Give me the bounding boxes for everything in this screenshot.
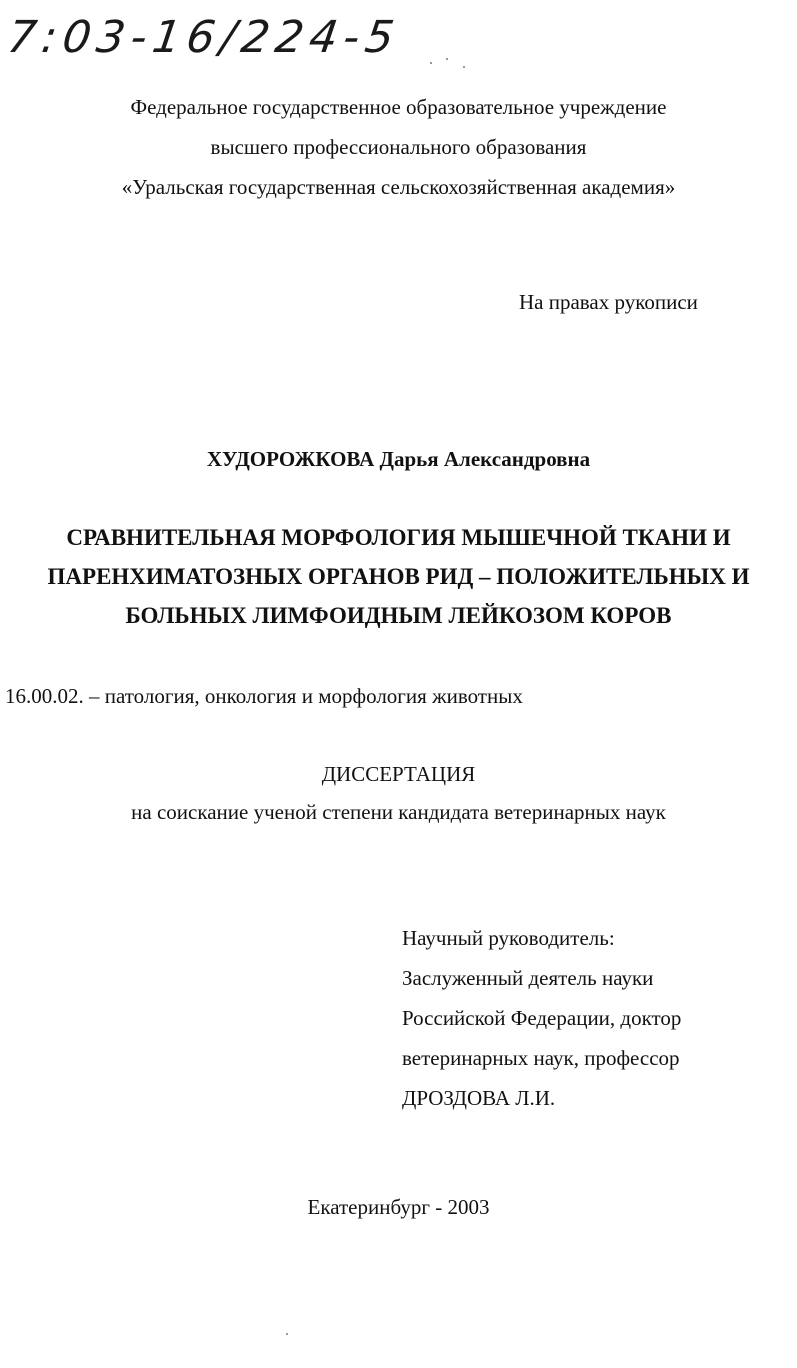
manuscript-rights-note: На правах рукописи <box>519 290 698 314</box>
specialty-code: 16.00.02. – патология, онкология и морфология животных <box>5 684 523 708</box>
title-line-1: СРАВНИТЕЛЬНАЯ МОРФОЛОГИЯ МЫШЕЧНОЙ ТКАНИ И <box>66 525 731 550</box>
document-type-heading: ДИССЕРТАЦИЯ <box>321 762 476 786</box>
scan-speck <box>430 62 432 64</box>
advisor-line-4: ветеринарных наук, профессор <box>402 1046 680 1070</box>
institution-line-1: Федеральное государственное образовательное учреждение <box>130 95 667 119</box>
institution-line-3: «Уральская государственная сельскохозяйственная академия» <box>121 175 676 199</box>
handwritten-archive-code: 7:03-16/224-5 <box>4 12 404 63</box>
scientific-advisor-block <box>402 918 681 1118</box>
dissertation-title <box>0 518 797 635</box>
title-line-3: БОЛЬНЫХ ЛИМФОИДНЫМ ЛЕЙКОЗОМ КОРОВ <box>125 603 672 628</box>
scan-speck <box>463 66 465 68</box>
advisor-line-3: Российской Федерации, доктор <box>402 1006 682 1030</box>
city-and-year: Екатеринбург - 2003 <box>307 1195 490 1219</box>
institution-line-2: высшего профессионального образования <box>210 135 587 159</box>
advisor-line-2: Заслуженный деятель науки <box>402 966 654 990</box>
scan-speck <box>446 58 448 60</box>
scan-speck <box>286 1333 288 1335</box>
degree-statement: на соискание ученой степени кандидата ветеринарных наук <box>131 800 666 824</box>
advisor-line-5: ДРОЗДОВА Л.И. <box>402 1086 556 1110</box>
title-line-2: ПАРЕНХИМАТОЗНЫХ ОРГАНОВ РИД – ПОЛОЖИТЕЛЬНЫХ И <box>47 564 750 589</box>
advisor-line-1: Научный руководитель: <box>402 926 615 950</box>
institution-block <box>0 87 797 207</box>
author-name: ХУДОРОЖКОВА Дарья Александровна <box>206 447 591 471</box>
